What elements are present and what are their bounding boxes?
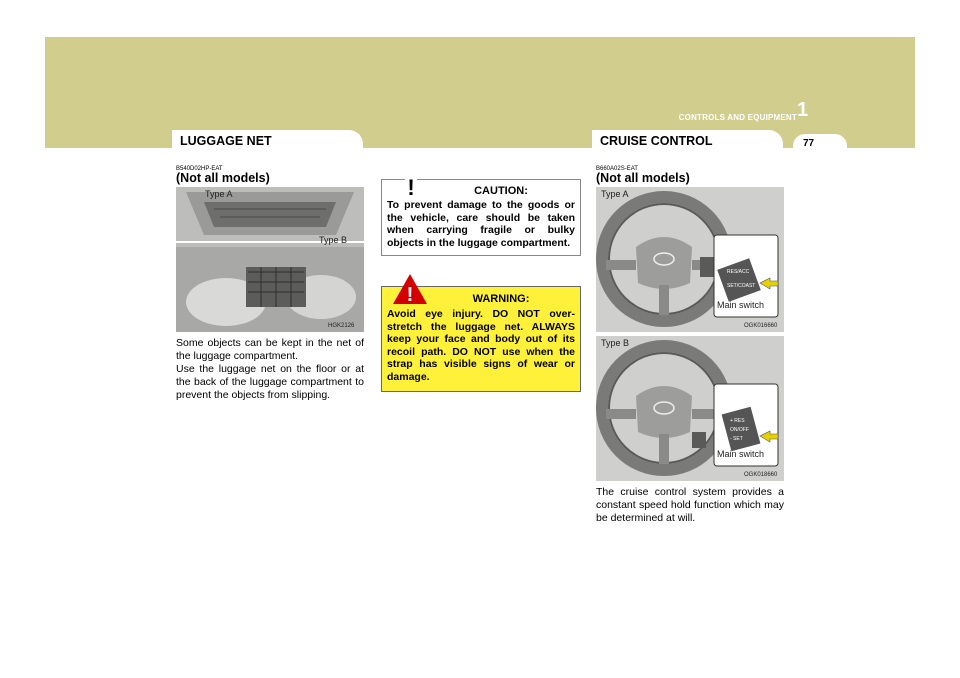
image-code: OGK016660 xyxy=(744,323,778,329)
section-subtitle: (Not all models) xyxy=(596,171,690,185)
cruise-photo-type-b xyxy=(596,336,784,481)
type-a-label: Type A xyxy=(205,189,233,199)
cruise-control-body xyxy=(596,486,784,525)
cruise-photo-type-a xyxy=(596,187,784,332)
svg-text:!: ! xyxy=(407,175,415,198)
caution-box xyxy=(381,175,581,256)
page-number-tab xyxy=(793,134,847,158)
steering-wheel-illustration xyxy=(596,187,784,332)
chapter-number: 1 xyxy=(797,99,809,121)
warning-title: WARNING: xyxy=(472,293,530,305)
type-b-label: Type B xyxy=(601,338,630,348)
section-code: B660A02S-EAT xyxy=(596,166,638,172)
main-switch-callout: Main switch xyxy=(717,300,765,310)
section-subtitle: (Not all models) xyxy=(176,171,270,185)
paragraph: The cruise control system provides a constant speed hold function which may be determined at will. xyxy=(596,486,784,524)
warning-box xyxy=(381,286,581,392)
section-code: B540D02HP-EAT xyxy=(176,166,223,172)
type-b-label: Type B xyxy=(319,235,348,245)
section-tab-cruise-control xyxy=(592,130,783,154)
svg-text:ON/OFF: ON/OFF xyxy=(730,427,749,433)
svg-text:RES/ACC: RES/ACC xyxy=(727,269,750,275)
image-code: OGK018660 xyxy=(744,472,778,478)
steering-wheel-illustration xyxy=(596,336,784,481)
luggage-net-photo xyxy=(176,187,364,332)
warning-text: Avoid eye injury. DO NOT over-stretch the luggage net. ALWAYS keep your face and body out of its recoil path. DO NOT use when the strap has visible signs of wear or damage. xyxy=(387,308,575,383)
section-title: LUGGAGE NET xyxy=(180,134,272,148)
type-a-label: Type A xyxy=(601,189,629,199)
caution-title: CAUTION: xyxy=(474,185,528,197)
image-code: HGK2126 xyxy=(328,323,355,329)
page-number: 77 xyxy=(803,138,815,149)
chapter-label: CONTROLS AND EQUIPMENT xyxy=(678,113,797,122)
svg-text:- SET: - SET xyxy=(730,436,743,442)
main-switch-callout: Main switch xyxy=(717,449,765,459)
paragraph: Use the luggage net on the floor or at the back of the luggage compartment to prevent the objects from slipping. xyxy=(176,363,364,401)
svg-text:!: ! xyxy=(406,284,414,305)
luggage-net-body xyxy=(176,337,364,402)
luggage-net-illustration xyxy=(176,187,364,332)
section-tab-luggage-net xyxy=(172,130,363,154)
section-title: CRUISE CONTROL xyxy=(600,134,713,148)
paragraph: Some objects can be kept in the net of the luggage compartment. xyxy=(176,337,364,362)
svg-text:+ RES: + RES xyxy=(730,418,745,424)
svg-text:SET/COAST: SET/COAST xyxy=(727,283,756,289)
caution-text: To prevent damage to the goods or the vehicle, care should be taken when carrying fragile or bulky objects in the luggage compartment. xyxy=(387,199,575,249)
